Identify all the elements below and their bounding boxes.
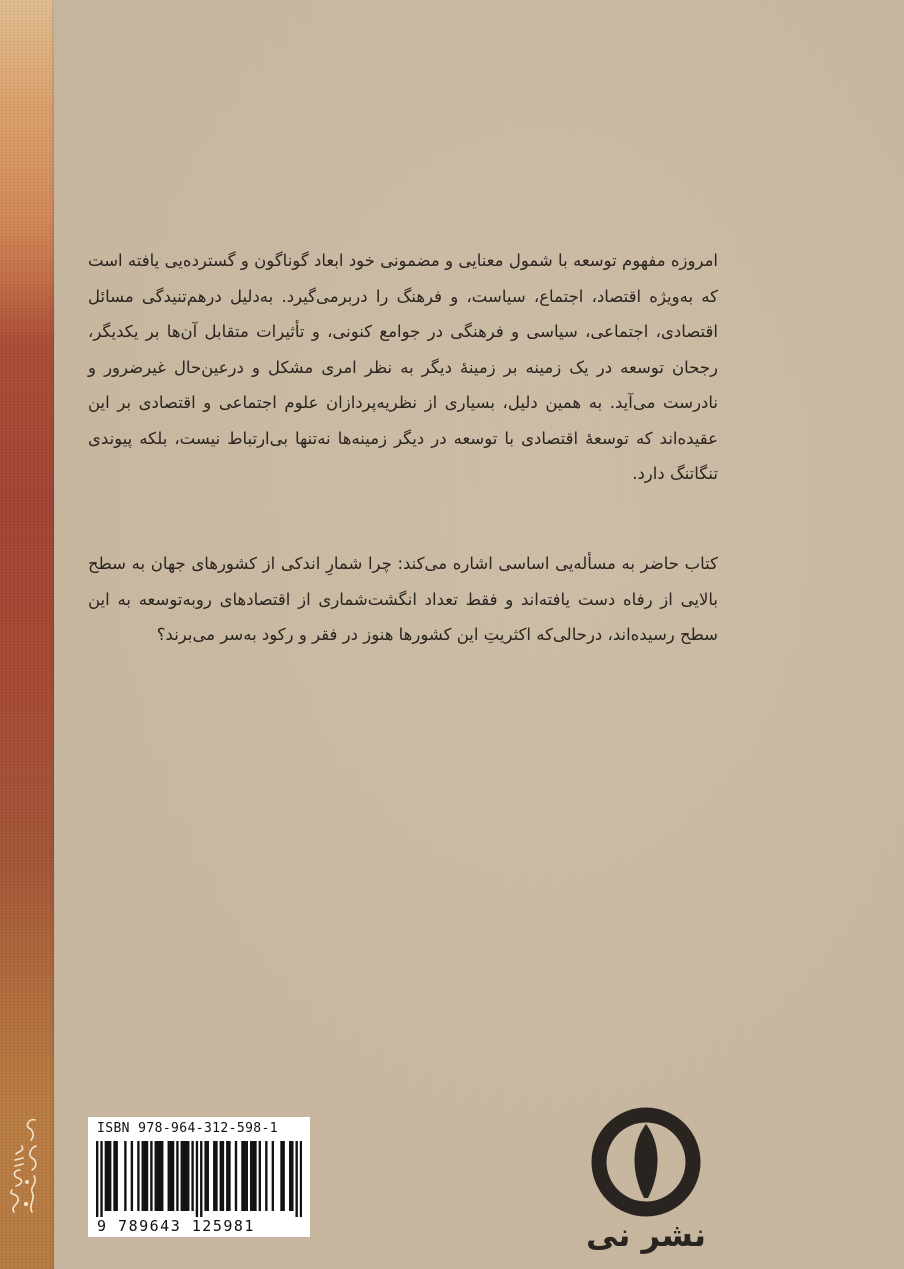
barcode-bar xyxy=(207,1141,209,1211)
barcode-bar xyxy=(289,1141,291,1211)
barcode-bar xyxy=(191,1141,193,1211)
barcode-bar xyxy=(280,1141,282,1211)
barcode-bar xyxy=(170,1141,172,1211)
barcode-bar xyxy=(150,1141,152,1211)
barcode-bar xyxy=(259,1141,261,1211)
barcode-bar xyxy=(142,1141,144,1211)
barcode-bar xyxy=(137,1141,139,1211)
barcode-bar xyxy=(100,1141,102,1217)
isbn-barcode-block xyxy=(88,1117,310,1237)
barcode-bar xyxy=(196,1141,198,1217)
barcode-bar xyxy=(246,1141,248,1211)
barcode-bar xyxy=(265,1141,267,1211)
publisher-logo-icon xyxy=(590,1106,702,1218)
barcode-bar xyxy=(172,1141,174,1211)
ean-number: 9 789643 125981 xyxy=(97,1217,255,1235)
barcode-bar xyxy=(228,1141,230,1211)
barcode-bar xyxy=(109,1141,111,1211)
barcode-bar xyxy=(254,1141,256,1211)
barcode-bar xyxy=(187,1141,189,1211)
barcode-bar xyxy=(146,1141,148,1211)
barcode-bar xyxy=(204,1141,206,1211)
barcode-bar xyxy=(176,1141,178,1211)
barcode-bar xyxy=(105,1141,107,1211)
barcode-bar xyxy=(282,1141,284,1211)
blurb-paragraph-2: کتاب حاضر به مسأله‌یی اساسی اشاره می‌کند: چرا شمارِ اندکی از کشورهای جهان به سطح بالایی از رفاه دست یافته‌اند و فقط تعداد انگشت‌شماری از اقتصادهای روبه‌توسعه به این سطح رسیده‌اند، درحالی‌که اکثریتِ این کشورها هنوز در فقر و رکود به‌سر می‌برند؟ xyxy=(88,554,718,644)
barcode-bar xyxy=(124,1141,126,1211)
barcode-bar xyxy=(155,1141,157,1211)
barcode-bar xyxy=(161,1141,163,1211)
barcode-bar xyxy=(272,1141,274,1211)
barcode-bar xyxy=(222,1141,224,1211)
barcode-bar xyxy=(241,1141,243,1211)
barcode-bar xyxy=(295,1141,297,1217)
spine-shadow xyxy=(52,0,55,1269)
barcode-bar xyxy=(131,1141,133,1211)
barcode-bar xyxy=(144,1141,146,1211)
barcode-bar xyxy=(168,1141,170,1211)
barcode-bar xyxy=(252,1141,254,1211)
barcode-bar xyxy=(235,1141,237,1211)
handwritten-signature-icon xyxy=(2,1100,50,1220)
barcode-bar xyxy=(113,1141,115,1211)
barcode-bar xyxy=(157,1141,159,1211)
barcode-bar xyxy=(181,1141,183,1211)
publisher-name: نشر نی xyxy=(585,1216,706,1254)
barcode-bar xyxy=(116,1141,118,1211)
barcode-bar xyxy=(220,1141,222,1211)
barcode-bar xyxy=(213,1141,215,1211)
barcode xyxy=(96,1141,302,1217)
barcode-bar xyxy=(215,1141,217,1211)
barcode-bar xyxy=(96,1141,98,1217)
barcode-bar xyxy=(300,1141,302,1217)
isbn-label: ISBN 978-964-312-598-1 xyxy=(97,1121,278,1136)
barcode-bar xyxy=(185,1141,187,1211)
barcode-bar xyxy=(200,1141,202,1217)
spine-strip xyxy=(0,0,54,1269)
barcode-bar xyxy=(250,1141,252,1211)
barcode-bar xyxy=(159,1141,161,1211)
barcode-bar xyxy=(183,1141,185,1211)
barcode-bar xyxy=(243,1141,245,1211)
barcode-bar xyxy=(226,1141,228,1211)
barcode-bar xyxy=(291,1141,293,1211)
barcode-bar xyxy=(107,1141,109,1211)
blurb-paragraph-1: امروزه مفهوم توسعه با شمول معنایی و مضمونی خود ابعاد گوناگون و گسترده‌یی یافته است که به‌ویژه اقتصاد، اجتماع، سیاست، و فرهنگ را دربرمی‌گیرد. به‌دلیل درهم‌تنیدگی مسائل اقتصادی، اجتماعی، سیاسی و فرهنگی در جوامع کنونی، و تأثیرات متقابل آن‌ها بر یکدیگر، رجحان توسعه در یک زمینه بر زمینهٔ دیگر به نظر امری مشکل و درعین‌حال غیرضرور و نادرست می‌آید. به همین دلیل، بسیاری از نظریه‌پردازان علوم اجتماعی و اقتصادی بر این عقیده‌اند که توسعهٔ اقتصادی با توسعه در دیگر زمینه‌ها نه‌تنها بی‌ارتباط نیست، بلکه پیوندی تنگاتنگ دارد. xyxy=(88,251,718,483)
